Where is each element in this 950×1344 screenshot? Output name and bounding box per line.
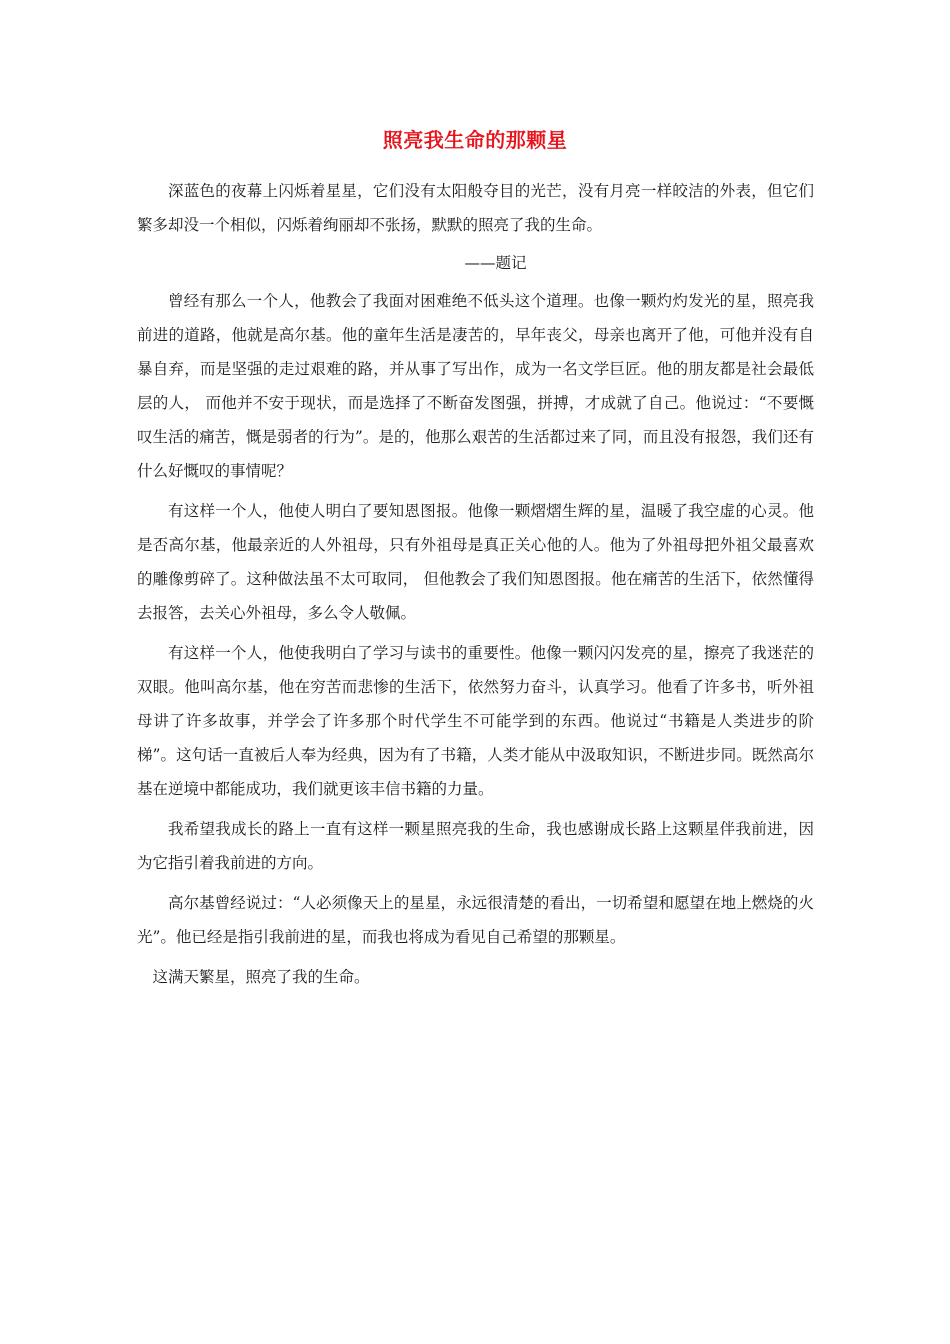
document-title: 照亮我生命的那颗星 xyxy=(382,128,568,152)
body-paragraph: 高尔基曾经说过：“人必须像天上的星星，永远很清楚的看出，一切希望和愿望在地上燃烧的火光”。他已经是指引我前进的星，而我也将成为看见自己希望的那颗星。 xyxy=(137,894,814,946)
body-paragraph: 有这样一个人，他使人明白了要知恩图报。他像一颗熠熠生辉的星，温暖了我空虚的心灵。他是否高尔基，他最亲近的人外祖母，只有外祖母是真正关心他的人。他为了外祖母把外祖父最喜欢的雕像剪碎了。这种做法虽不太可取同， 但他教会了我们知恩图报。他在痛苦的生活下，依然懂得去报答，去关心外祖母，多么令人敬佩。 xyxy=(137,502,814,622)
epigraph-paragraph: 深蓝色的夜幕上闪烁着星星，它们没有太阳般夺目的光芒，没有月亮一样皎洁的外表，但它们繁多却没一个相似，闪烁着绚丽却不张扬，默默的照亮了我的生命。 xyxy=(137,182,814,234)
body-paragraph: 有这样一个人，他使我明白了学习与读书的重要性。他像一颗闪闪发亮的星，擦亮了我迷茫的双眼。他叫高尔基，他在穷苦而悲惨的生活下，依然努力奋斗，认真学习。他看了许多书，听外祖母讲了许多故事，并学会了许多那个时代学生不可能学到的东西。他说过“书籍是人类进步的阶梯”。这句话一直被后人奉为经典，因为有了书籍，人类才能从中汲取知识，不断进步同。既然高尔基在逆境中都能成功，我们就更该丰信书籍的力量。 xyxy=(137,644,814,798)
body-paragraph: 我希望我成长的路上一直有这样一颗星照亮我的生命，我也感谢成长路上这颗星伴我前进，因为它指引着我前进的方向。 xyxy=(137,820,814,872)
body-paragraph: 曾经有那么一个人，他教会了我面对困难绝不低头这个道理。也像一颗灼灼发光的星，照亮我前进的道路，他就是高尔基。他的童年生活是凄苦的，早年丧父，母亲也离开了他，可他并没有自暴自弃，而是坚强的走过艰难的路，并从事了写出作，成为一名文学巨匠。他的朋友都是社会最低层的人， 而他并不安于现状，而是选择了不断奋发图强，拼搏，才成就了自己。他说过：“不要慨叹生活的痛苦，慨是弱者的行为”。是的，他那么艰苦的生活都过来了同，而且没有报怨，我们还有什么好慨叹的事情呢？ xyxy=(137,292,814,480)
document-body xyxy=(137,174,814,1000)
epigraph-signature: ——题记 xyxy=(464,254,527,272)
closing-line: 这满天繁星，照亮了我的生命。 xyxy=(152,968,370,986)
